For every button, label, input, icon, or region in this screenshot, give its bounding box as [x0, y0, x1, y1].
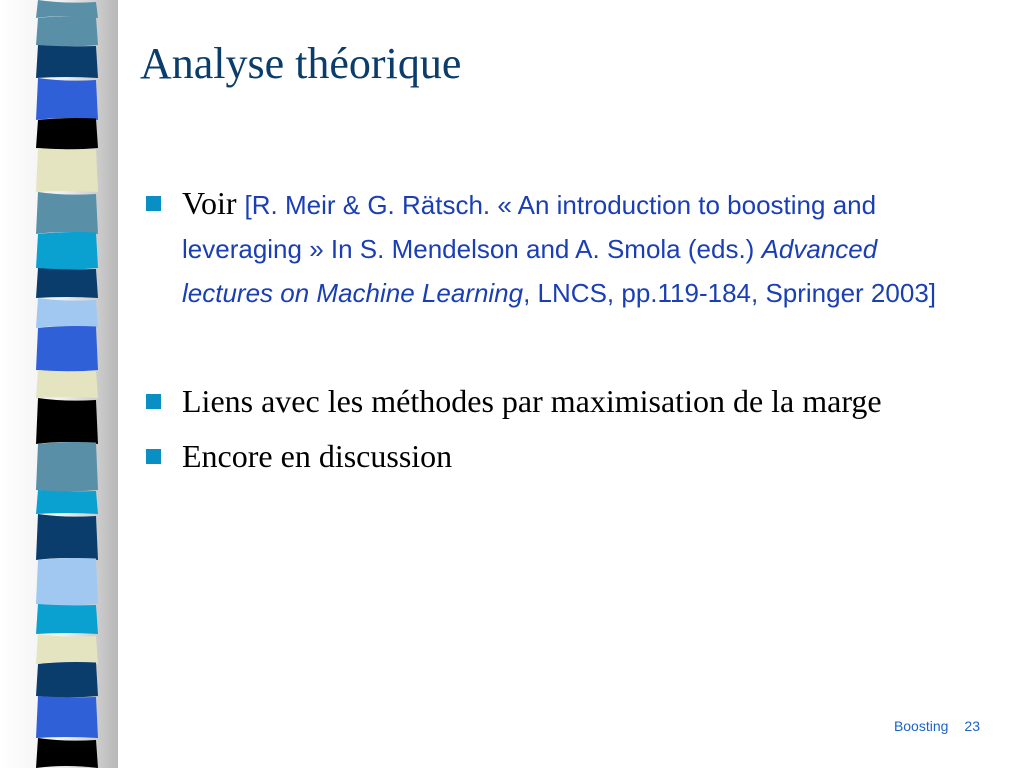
strip-block — [36, 45, 98, 78]
strip-block — [36, 0, 98, 18]
bullet-text: Encore en discussion — [182, 438, 453, 474]
strip-block — [36, 16, 98, 47]
footer-label: Boosting — [893, 718, 949, 734]
strip-block — [36, 118, 98, 150]
strip-block — [36, 634, 98, 664]
bullet-list — [140, 182, 960, 477]
strip-block — [36, 738, 98, 768]
strip-block — [36, 490, 98, 514]
decorative-left-strip — [0, 0, 118, 768]
strip-block — [36, 442, 98, 492]
bullet-item-margin — [140, 380, 960, 422]
reference-part-2: , LNCS, pp.119-184, Springer 2003] — [523, 278, 936, 308]
square-bullet-icon — [146, 449, 161, 464]
reference-book-title: Advanced lectures on Machine Learning — [182, 234, 878, 308]
strip-block — [36, 148, 98, 192]
strip-block — [36, 398, 98, 444]
strip-block — [36, 268, 98, 298]
page-number: 23 — [964, 718, 980, 734]
strip-block — [36, 514, 98, 560]
strip-block — [36, 604, 98, 634]
strip-block — [36, 370, 98, 398]
square-bullet-icon — [146, 196, 161, 211]
slide-footer — [894, 718, 980, 734]
strip-block — [36, 662, 98, 698]
bullet-item-reference — [140, 182, 960, 314]
bullet-item-discussion — [140, 435, 960, 477]
reference-part-1: [R. Meir & G. Rätsch. « An introduction to boosting and leveraging » In S. Mendelson and A. Smola (eds.) — [182, 190, 877, 264]
square-bullet-icon — [146, 394, 161, 409]
bullet-text: Liens avec les méthodes par maximisation de la marge — [182, 383, 882, 419]
reference-text — [182, 190, 936, 308]
strip-block — [36, 558, 98, 606]
strip-block — [36, 78, 98, 120]
slide-title: Analyse théorique — [140, 39, 462, 88]
strip-block — [36, 232, 98, 270]
strip-block — [36, 192, 98, 234]
strip-block — [36, 696, 98, 738]
strip-block — [36, 298, 98, 328]
bullet-lead-text: Voir — [182, 185, 237, 221]
strip-block — [36, 326, 98, 372]
